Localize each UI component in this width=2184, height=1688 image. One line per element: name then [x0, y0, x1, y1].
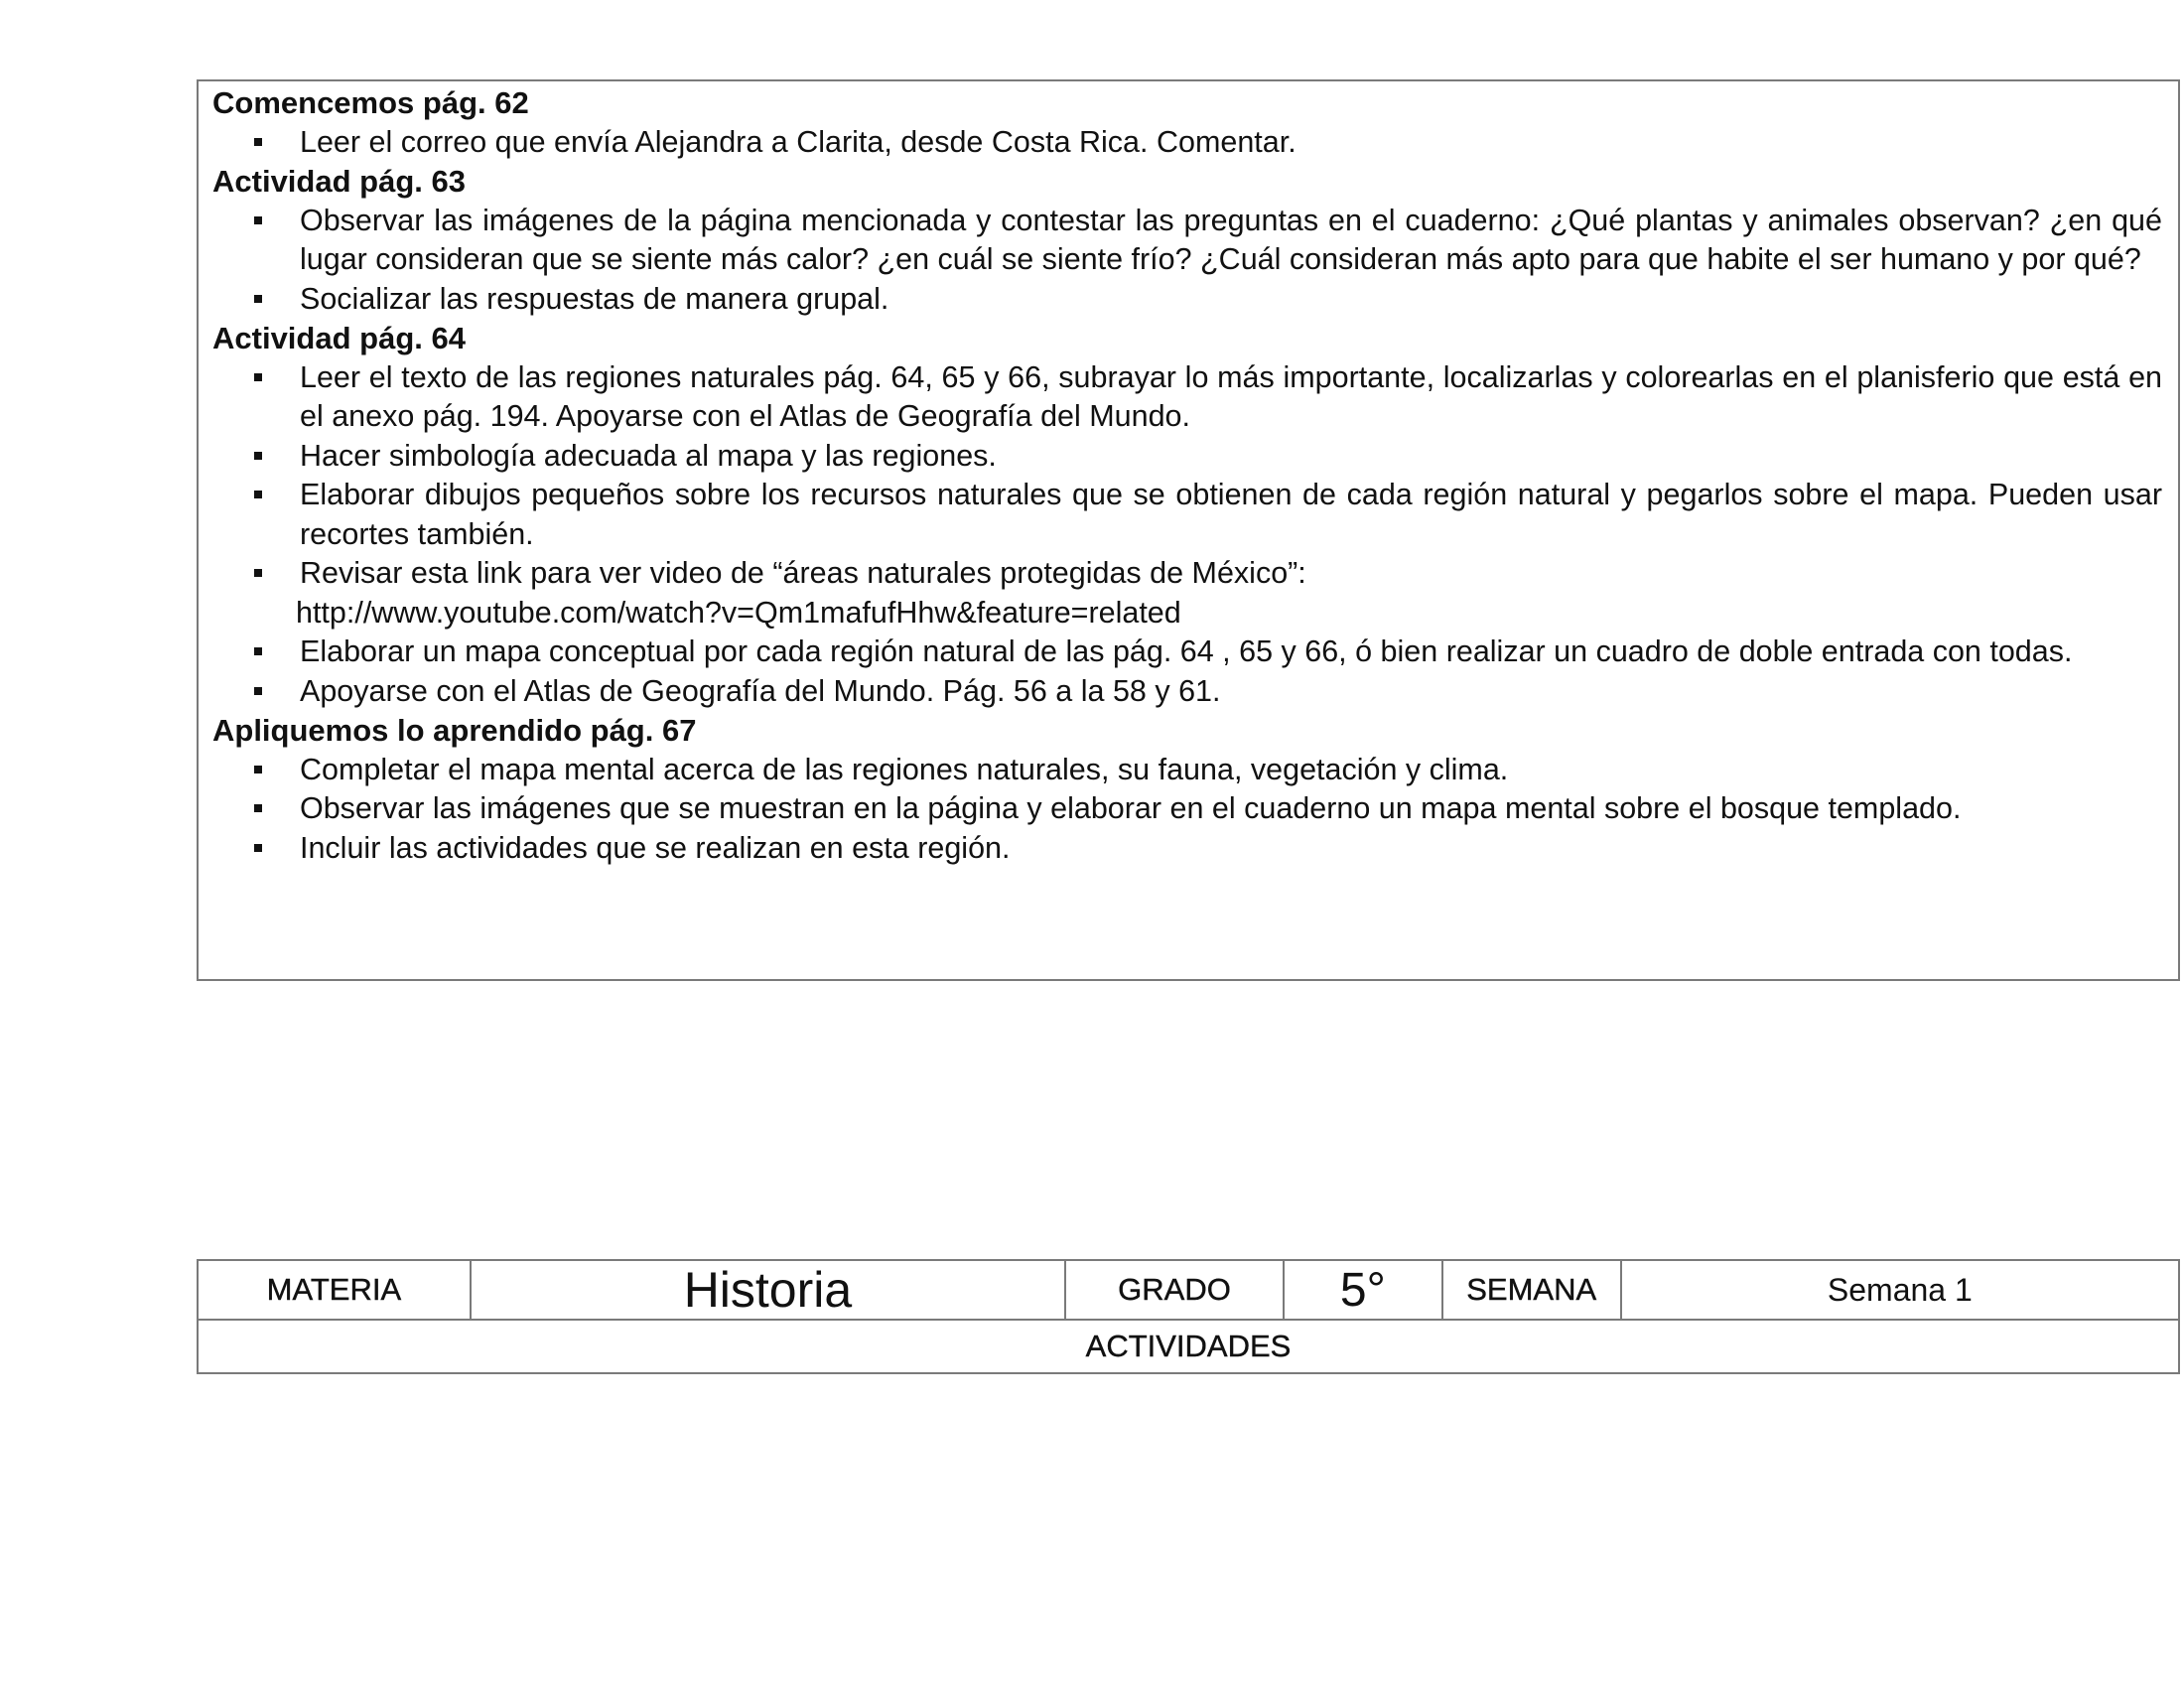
semana-value: Semana 1	[1621, 1260, 2179, 1320]
video-link[interactable]: http://www.youtube.com/watch?v=Qm1mafufHhw&feature=related	[296, 595, 1181, 630]
bullet-icon	[254, 766, 262, 774]
list-item: Hacer simbología adecuada al mapa y las regiones.	[300, 437, 2162, 477]
list-item: Observar las imágenes que se muestran en la página y elaborar en el cuaderno un mapa mental sobre el bosque templado.	[300, 789, 2162, 829]
actividades-label: ACTIVIDADES	[198, 1320, 2179, 1373]
list-item: Socializar las respuestas de manera grupal.	[300, 280, 2162, 320]
bullet-icon	[254, 687, 262, 695]
bullet-icon	[254, 647, 262, 655]
bullet-icon	[254, 569, 262, 577]
video-link-line	[296, 594, 2162, 633]
list-item: Leer el correo que envía Alejandra a Clarita, desde Costa Rica. Comentar.	[300, 123, 2162, 163]
section-heading: Apliquemos lo aprendido pág. 67	[212, 713, 697, 748]
item-list	[212, 123, 2162, 163]
grado-value: 5°	[1284, 1260, 1442, 1320]
semana-label: SEMANA	[1442, 1260, 1621, 1320]
list-item: Completar el mapa mental acerca de las regiones naturales, su fauna, vegetación y clima.	[300, 751, 2162, 790]
section-heading: Actividad pág. 63	[212, 164, 466, 199]
list-item: Observar las imágenes de la página mencionada y contestar las preguntas en el cuaderno: ¿Qué plantas y animales observan? ¿en qué lugar consideran que se siente más calor? ¿en cuál se siente frío? ¿Cuál consideran más apto para que habite el ser humano y por qué?	[300, 202, 2162, 280]
list-item: Revisar esta link para ver video de “áreas naturales protegidas de México”:	[300, 554, 2162, 594]
bullet-icon	[254, 452, 262, 460]
item-list	[212, 202, 2162, 320]
bullet-icon	[254, 491, 262, 498]
materia-value: Historia	[471, 1260, 1065, 1320]
bullet-icon	[254, 216, 262, 224]
grado-label: GRADO	[1065, 1260, 1284, 1320]
list-item: Incluir las actividades que se realizan en esta región.	[300, 829, 2162, 869]
bullet-icon	[254, 373, 262, 381]
section-heading: Comencemos pág. 62	[212, 85, 529, 120]
section-heading: Actividad pág. 64	[212, 321, 466, 355]
item-list	[212, 751, 2162, 869]
list-item: Elaborar dibujos pequeños sobre los recursos naturales que se obtienen de cada región natural y pegarlos sobre el mapa. Pueden usar recortes también.	[300, 476, 2162, 554]
list-item: Elaborar un mapa conceptual por cada región natural de las pág. 64 , 65 y 66, ó bien realizar un cuadro de doble entrada con todas.	[300, 633, 2162, 672]
activities-box	[197, 79, 2180, 981]
list-item: Leer el texto de las regiones naturales pág. 64, 65 y 66, subrayar lo más importante, localizarlas y colorearlas en el planisferio que está en el anexo pág. 194. Apoyarse con el Atlas de Geografía del Mundo.	[300, 358, 2162, 437]
list-item: Apoyarse con el Atlas de Geografía del Mundo. Pág. 56 a la 58 y 61.	[300, 672, 2162, 712]
header-row	[198, 1260, 2179, 1320]
bullet-icon	[254, 804, 262, 812]
bullet-icon	[254, 138, 262, 146]
activities-row	[198, 1320, 2179, 1373]
bullet-icon	[254, 844, 262, 852]
bullet-icon	[254, 295, 262, 303]
subject-header-table	[197, 1259, 2180, 1374]
materia-label: MATERIA	[198, 1260, 471, 1320]
item-list	[212, 358, 2162, 712]
